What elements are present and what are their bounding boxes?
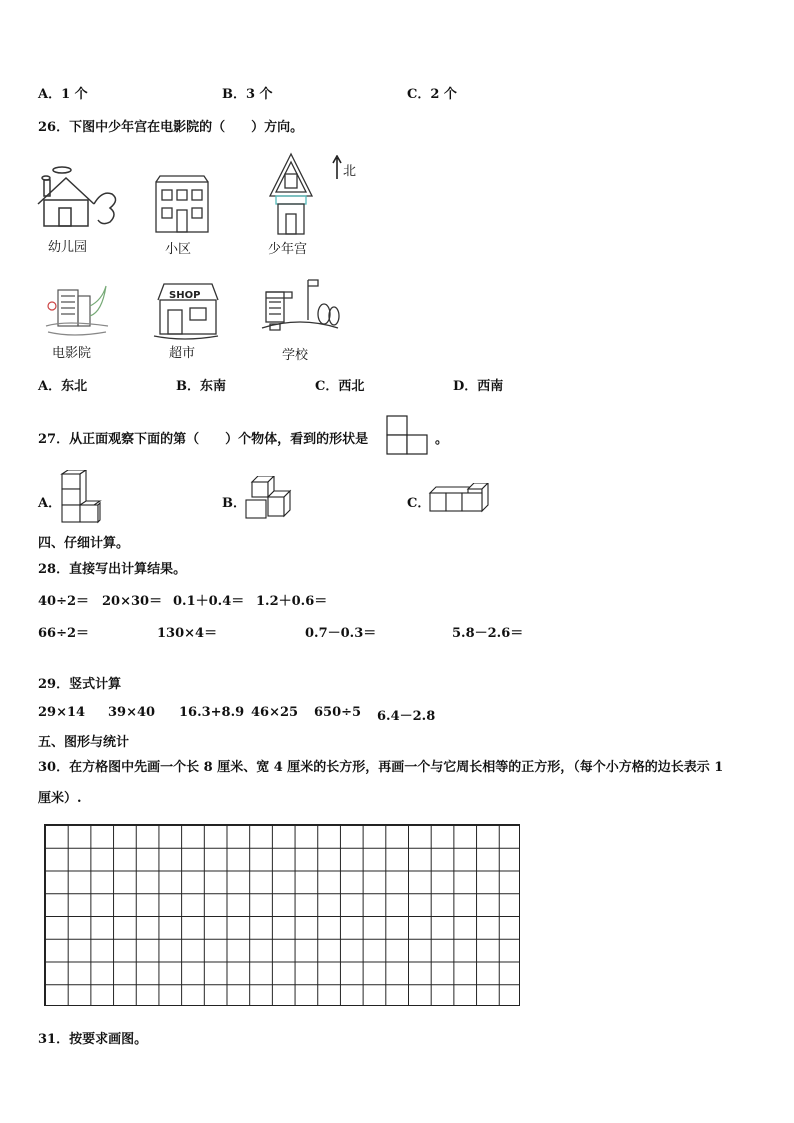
north-label: 北 [343, 164, 357, 179]
q25-option-b: B．3 个 [222, 87, 273, 102]
kindergarten-icon [36, 164, 120, 230]
q28-row2-item: 130×4＝ [157, 626, 218, 641]
section-5-heading: 五、图形与统计 [38, 735, 130, 750]
q29-item: 39×40 [108, 705, 156, 720]
q27-question-end: 。 [435, 432, 449, 447]
q26-option-b: B．东南 [176, 379, 226, 394]
q29-question: 29．竖式计算 [38, 677, 122, 692]
drawing-grid[interactable] [44, 824, 520, 1006]
q29-item: 16.3+8.9 [179, 705, 245, 720]
place-label-school: 学校 [282, 348, 309, 363]
q25-option-a: A．1 个 [38, 87, 88, 102]
q29-item: 29×14 [38, 705, 86, 720]
q27-option-b: B． [222, 496, 246, 511]
q30-question-line2: 厘米）. [38, 791, 82, 806]
front-view-shape-icon [386, 415, 428, 455]
place-label-cinema: 电影院 [52, 346, 92, 361]
q27-option-c: C． [407, 496, 431, 511]
school-icon [260, 278, 340, 342]
cube-stack-b-icon [244, 476, 292, 520]
q26-question: 26．下图中少年宫在电影院的（ ）方向。 [38, 120, 304, 135]
q28-row2-item: 0.7－0.3＝ [305, 626, 377, 641]
shop-sign: SHOP [169, 290, 201, 301]
youth-palace-icon [266, 152, 316, 236]
north-arrow-icon [332, 155, 342, 179]
q30-question-line1: 30．在方格图中先画一个长 8 厘米、宽 4 厘米的长方形，再画一个与它周长相等的正方形，（每个小方格的边长表示 1 [38, 760, 724, 775]
q29-item: 46×25 [251, 705, 299, 720]
q28-row2-item: 66÷2＝ [38, 626, 90, 641]
cube-stack-a-icon [58, 470, 102, 526]
q28-row1-item: 0.1＋0.4＝ [173, 594, 245, 609]
place-label-kindergarten: 幼儿园 [48, 240, 88, 255]
q28-row1-item: 1.2＋0.6＝ [256, 594, 328, 609]
supermarket-icon [150, 278, 222, 342]
q28-question: 28．直接写出计算结果。 [38, 562, 187, 577]
q26-option-a: A．东北 [38, 379, 88, 394]
q28-row1-item: 40÷2＝ [38, 594, 90, 609]
place-label-residential: 小区 [165, 242, 192, 257]
q29-item: 6.4－2.8 [377, 709, 436, 724]
q27-question: 27．从正面观察下面的第（ ）个物体，看到的形状是 [38, 432, 369, 447]
q28-row2-item: 5.8－2.6＝ [452, 626, 524, 641]
q31-question: 31．按要求画图。 [38, 1032, 148, 1047]
cube-stack-c-icon [428, 483, 490, 513]
q26-option-d: D．西南 [453, 379, 504, 394]
residential-building-icon [154, 174, 210, 234]
q26-option-c: C．西北 [315, 379, 365, 394]
place-label-supermarket: 超市 [169, 346, 196, 361]
q28-row1-item: 20×30＝ [102, 594, 163, 609]
section-4-heading: 四、仔细计算。 [38, 536, 130, 551]
place-label-youth-palace: 少年宫 [268, 242, 308, 257]
q25-option-c: C．2 个 [407, 87, 457, 102]
q29-item: 650÷5 [314, 705, 362, 720]
cinema-icon [42, 282, 112, 340]
q27-option-a: A． [38, 496, 62, 511]
